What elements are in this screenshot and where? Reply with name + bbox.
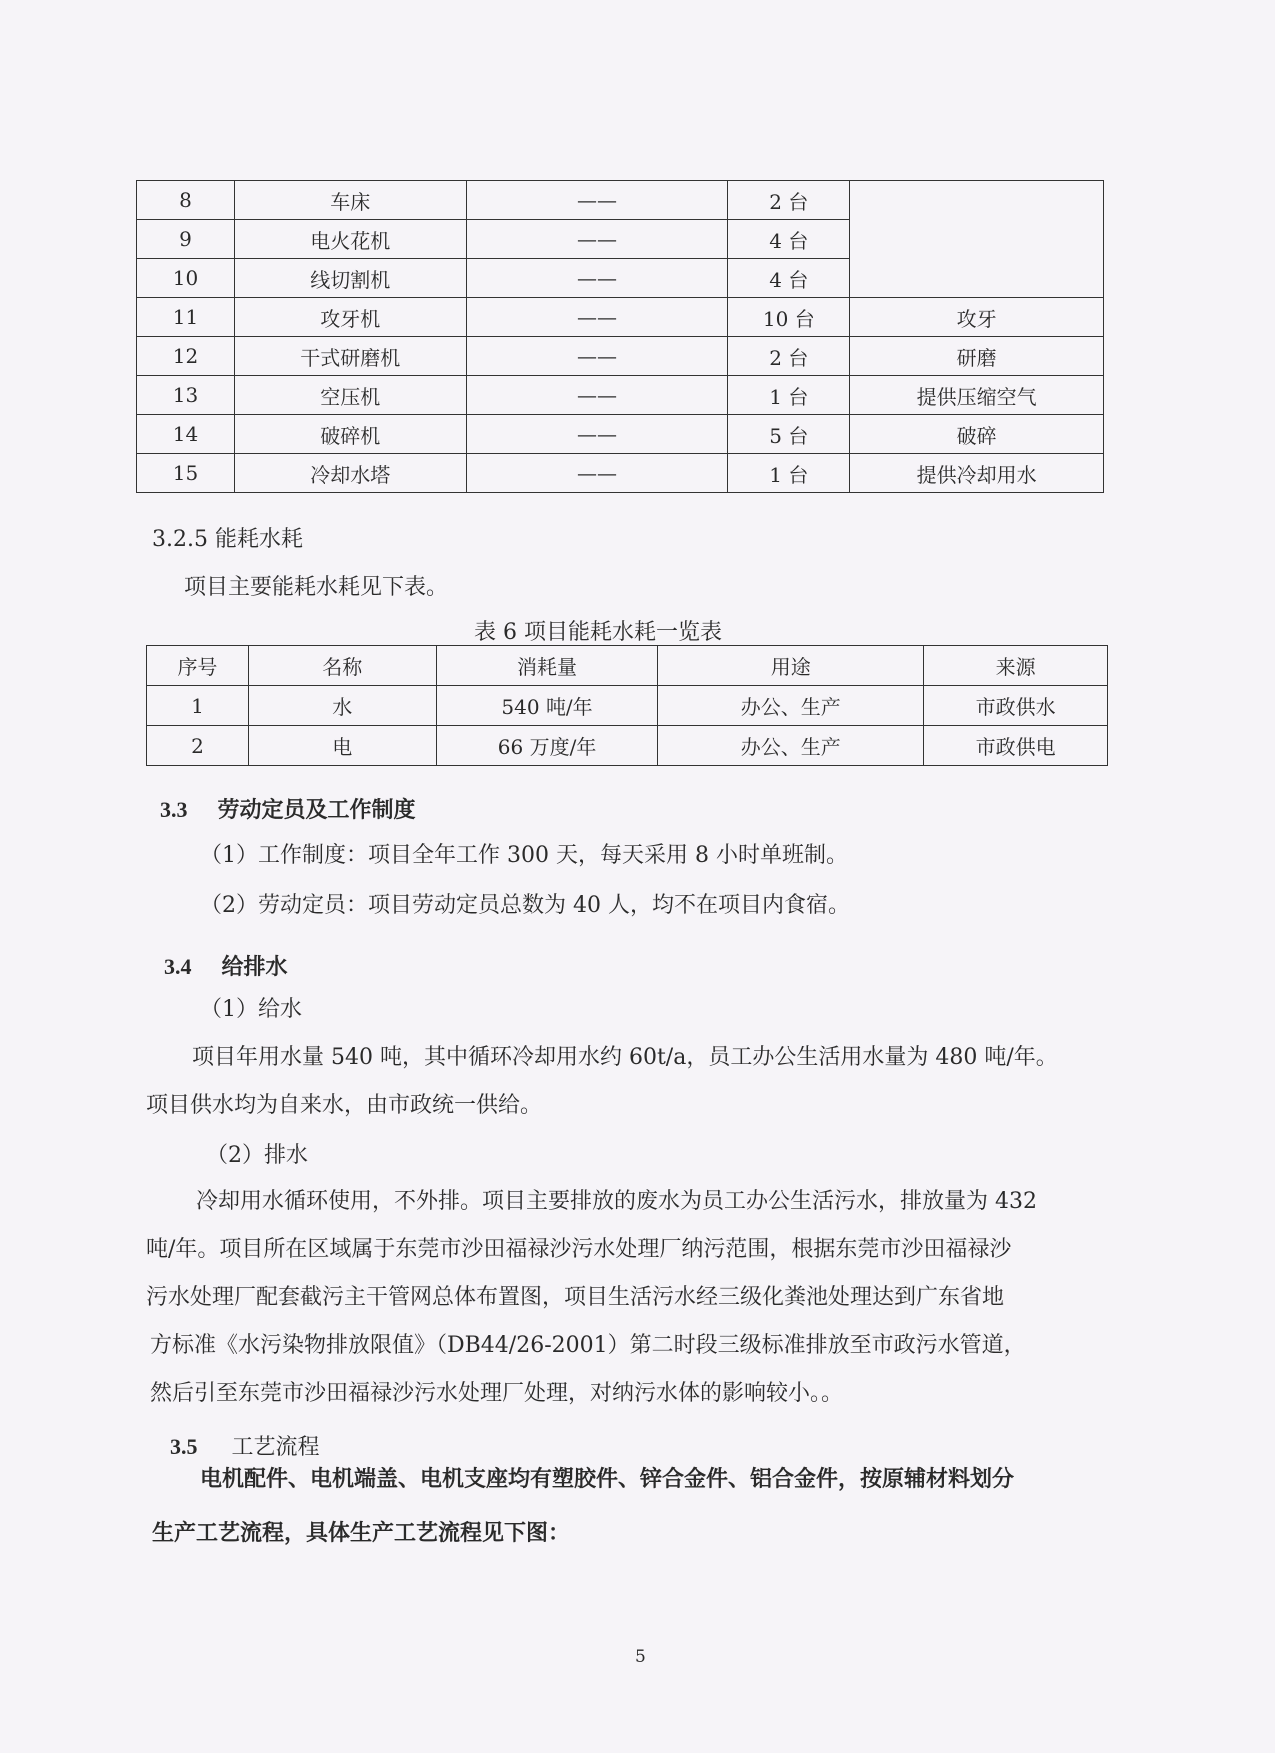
section-3-4-number: 3.4 xyxy=(164,954,192,979)
energy-header-row xyxy=(147,646,1108,686)
equipment-cell-use: 攻牙 xyxy=(850,298,1104,337)
section-3-3-title: 劳动定员及工作制度 xyxy=(217,797,416,823)
section-3-4-title: 给排水 xyxy=(221,954,288,980)
equipment-cell-spec: —— xyxy=(466,454,728,493)
energy-cell: 水 xyxy=(248,686,436,726)
equipment-row xyxy=(137,454,1104,493)
equipment-cell-name: 冷却水塔 xyxy=(234,454,466,493)
equipment-cell-spec: —— xyxy=(466,298,728,337)
energy-cell: 66 万度/年 xyxy=(436,726,658,766)
equipment-cell-no: 11 xyxy=(137,298,235,337)
equipment-cell-use: 提供压缩空气 xyxy=(850,376,1104,415)
energy-table xyxy=(146,645,1108,766)
equipment-cell-qty: 5 台 xyxy=(728,415,850,454)
drainage-line-4: 方标准《水污染物排放限值》（DB44/26-2001）第二时段三级标准排放至市政污水管道， xyxy=(150,1333,1026,1358)
equipment-cell-use: 提供冷却用水 xyxy=(850,454,1104,493)
page-number: 5 xyxy=(635,1647,646,1667)
section-3-5-title: 工艺流程 xyxy=(231,1435,320,1460)
equipment-cell-name: 干式研磨机 xyxy=(234,337,466,376)
equipment-cell-name: 攻牙机 xyxy=(234,298,466,337)
equipment-cell-qty: 1 台 xyxy=(728,376,850,415)
staffing-paragraph: （2）劳动定员：项目劳动定员总数为 40 人，均不在项目内食宿。 xyxy=(200,893,850,918)
energy-cell: 电 xyxy=(248,726,436,766)
section-3-2-5-intro: 项目主要能耗水耗见下表。 xyxy=(184,575,449,600)
equipment-row xyxy=(137,337,1104,376)
section-3-5-number: 3.5 xyxy=(170,1434,198,1459)
drainage-subheading: （2）排水 xyxy=(206,1143,308,1168)
energy-cell: 办公、生产 xyxy=(658,726,924,766)
equipment-cell-qty: 2 台 xyxy=(728,337,850,376)
drainage-line-3: 污水处理厂配套截污主干管网总体布置图，项目生活污水经三级化粪池处理达到广东省地 xyxy=(146,1285,1005,1310)
energy-header-cell: 消耗量 xyxy=(436,646,658,686)
equipment-table xyxy=(136,180,1104,493)
equipment-cell-name: 破碎机 xyxy=(234,415,466,454)
equipment-cell-name: 车床 xyxy=(234,181,466,220)
energy-cell: 1 xyxy=(147,686,249,726)
equipment-cell-use-merged xyxy=(850,181,1104,298)
energy-cell: 市政供水 xyxy=(924,686,1108,726)
equipment-cell-qty: 2 台 xyxy=(728,181,850,220)
equipment-cell-name: 线切割机 xyxy=(234,259,466,298)
equipment-cell-use: 研磨 xyxy=(850,337,1104,376)
energy-table-body xyxy=(147,646,1108,766)
energy-row xyxy=(147,726,1108,766)
equipment-cell-spec: —— xyxy=(466,181,728,220)
equipment-cell-no: 12 xyxy=(137,337,235,376)
equipment-cell-qty: 4 台 xyxy=(728,220,850,259)
process-line-2: 生产工艺流程，具体生产工艺流程见下图： xyxy=(152,1520,571,1546)
work-system-paragraph: （1）工作制度：项目全年工作 300 天，每天采用 8 小时单班制。 xyxy=(200,843,848,868)
energy-row xyxy=(147,686,1108,726)
water-supply-line-2: 项目供水均为自来水，由市政统一供给。 xyxy=(146,1093,543,1118)
equipment-cell-name: 电火花机 xyxy=(234,220,466,259)
drainage-line-5: 然后引至东莞市沙田福禄沙污水处理厂处理，对纳污水体的影响较小。。 xyxy=(150,1381,844,1406)
equipment-cell-spec: —— xyxy=(466,220,728,259)
equipment-row xyxy=(137,376,1104,415)
energy-cell: 540 吨/年 xyxy=(436,686,658,726)
equipment-cell-no: 15 xyxy=(137,454,235,493)
equipment-cell-name: 空压机 xyxy=(234,376,466,415)
equipment-row xyxy=(137,181,1104,220)
energy-cell: 办公、生产 xyxy=(658,686,924,726)
energy-header-cell: 来源 xyxy=(924,646,1108,686)
table-6-caption: 表 6 项目能耗水耗一览表 xyxy=(474,620,722,645)
energy-cell: 2 xyxy=(147,726,249,766)
equipment-cell-spec: —— xyxy=(466,337,728,376)
drainage-line-2: 吨/年。项目所在区域属于东莞市沙田福禄沙污水处理厂纳污范围，根据东莞市沙田福禄沙 xyxy=(146,1237,1012,1262)
equipment-cell-no: 9 xyxy=(137,220,235,259)
water-supply-line-1: 项目年用水量 540 吨，其中循环冷却用水约 60t/a，员工办公生活用水量为 480 吨/年。 xyxy=(192,1045,1058,1070)
equipment-table-body xyxy=(137,181,1104,493)
equipment-cell-spec: —— xyxy=(466,415,728,454)
equipment-row xyxy=(137,298,1104,337)
process-line-1: 电机配件、电机端盖、电机支座均有塑胶件、锌合金件、铝合金件，按原辅材料划分 xyxy=(200,1466,1015,1492)
drainage-line-1: 冷却用水循环使用，不外排。项目主要排放的废水为员工办公生活污水，排放量为 432 xyxy=(196,1189,1037,1214)
energy-header-cell: 名称 xyxy=(248,646,436,686)
equipment-cell-no: 13 xyxy=(137,376,235,415)
energy-header-cell: 序号 xyxy=(147,646,249,686)
section-3-3-number: 3.3 xyxy=(160,797,188,822)
equipment-cell-no: 8 xyxy=(137,181,235,220)
equipment-cell-qty: 4 台 xyxy=(728,259,850,298)
energy-cell: 市政供电 xyxy=(924,726,1108,766)
energy-header-cell: 用途 xyxy=(658,646,924,686)
section-3-3-heading xyxy=(160,793,416,824)
equipment-cell-qty: 1 台 xyxy=(728,454,850,493)
equipment-cell-no: 14 xyxy=(137,415,235,454)
section-3-4-heading xyxy=(164,950,288,981)
water-supply-subheading: （1）给水 xyxy=(200,997,302,1022)
equipment-cell-use: 破碎 xyxy=(850,415,1104,454)
section-3-2-5-heading: 3.2.5 能耗水耗 xyxy=(152,527,303,552)
section-3-5-heading xyxy=(170,1430,320,1461)
equipment-cell-qty: 10 台 xyxy=(728,298,850,337)
equipment-cell-no: 10 xyxy=(137,259,235,298)
equipment-cell-spec: —— xyxy=(466,259,728,298)
equipment-cell-spec: —— xyxy=(466,376,728,415)
equipment-row xyxy=(137,415,1104,454)
